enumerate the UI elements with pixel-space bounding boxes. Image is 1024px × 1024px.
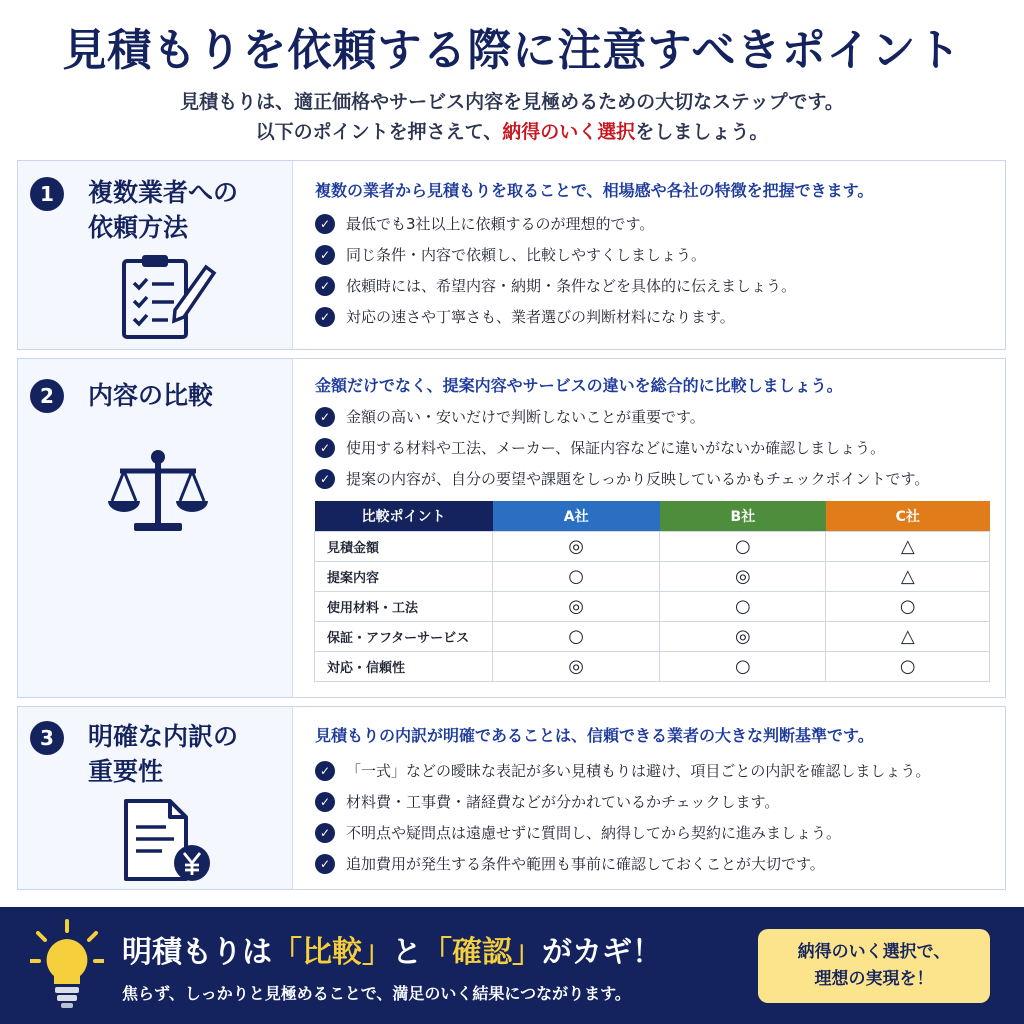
checklist <box>315 755 930 879</box>
section-title-line1: 複数業者への <box>88 178 239 207</box>
section-content-comparison <box>17 358 1006 698</box>
table-row <box>315 621 990 651</box>
list-item <box>315 432 929 463</box>
check-icon: ✓ <box>315 307 335 327</box>
section-lead: 見積もりの内訳が明確であることは、信頼できる業者の大きな判断基準です。 <box>315 726 874 745</box>
list-item <box>315 270 796 301</box>
list-item-text: 不明点や疑問点は遠慮せずに質問し、納得してから契約に進みましょう。 <box>346 824 842 842</box>
list-item <box>315 817 930 848</box>
rating-company-b: ○ <box>660 591 826 621</box>
check-icon: ✓ <box>315 438 335 458</box>
rating-company-b: ○ <box>660 651 826 681</box>
check-icon: ✓ <box>315 407 335 427</box>
section-content <box>292 359 1005 697</box>
section-title <box>88 719 238 789</box>
section-content <box>292 161 1005 349</box>
summary-banner <box>0 907 1024 1024</box>
rating-company-a: ○ <box>493 561 660 591</box>
checklist <box>315 401 929 494</box>
check-icon: ✓ <box>315 214 335 234</box>
table-header-company-b: B社 <box>660 501 826 531</box>
section-clear-breakdown <box>17 706 1006 890</box>
section-lead: 複数の業者から見積もりを取ることで、相場感や各社の特徴を把握できます。 <box>315 181 874 200</box>
document-yen-icon <box>122 797 214 883</box>
list-item-text: 「一式」などの曖昧な表記が多い見積もりは避け、項目ごとの内訳を確認しましょう。 <box>346 762 931 780</box>
rating-company-c: △ <box>826 621 990 651</box>
list-item <box>315 755 930 786</box>
rating-company-b: ○ <box>660 531 826 561</box>
list-item-text: 最低でも3社以上に依頼するのが理想的です。 <box>346 215 655 233</box>
table-row <box>315 591 990 621</box>
check-icon: ✓ <box>315 245 335 265</box>
list-item-text: 対応の速さや丁寧さも、業者選びの判断材料になります。 <box>346 308 735 326</box>
rating-company-b: ◎ <box>660 561 826 591</box>
page-subtitle-line1: 見積もりは、適正価格やサービス内容を見極めるための大切なステップです。 <box>180 91 844 113</box>
callout-line1: 納得のいく選択で、 <box>797 942 951 962</box>
section-header-panel <box>18 707 292 889</box>
list-item-text: 金額の高い・安いだけで判断しないことが重要です。 <box>346 408 705 426</box>
banner-title-mid: と <box>392 935 422 970</box>
callout-line2: 理想の実現を！ <box>814 969 934 989</box>
list-item <box>315 401 929 432</box>
list-item <box>315 301 796 332</box>
section-header-panel <box>18 359 292 697</box>
checklist <box>315 208 796 332</box>
table-header-row <box>315 501 990 531</box>
section-title <box>88 378 213 413</box>
banner-keyword-compare: 「比較」 <box>272 935 392 970</box>
section-title-line2: 依頼方法 <box>88 213 189 242</box>
table-row-label: 使用材料・工法 <box>315 591 493 621</box>
list-item-text: 提案の内容が、自分の要望や課題をしっかり反映しているかもチェックポイントです。 <box>346 470 930 488</box>
table-row <box>315 651 990 681</box>
section-title-line1: 内容の比較 <box>88 381 214 410</box>
table-row <box>315 531 990 561</box>
section-title-line2: 重要性 <box>88 757 164 786</box>
list-item <box>315 786 930 817</box>
check-icon: ✓ <box>315 823 335 843</box>
banner-subtitle: 焦らず、しっかりと見極めることで、満足のいく結果につながります。 <box>122 984 631 1003</box>
rating-company-a: ◎ <box>493 531 660 561</box>
table-header-company-c: C社 <box>826 501 990 531</box>
section-lead: 金額だけでなく、提案内容やサービスの違いを総合的に比較しましょう。 <box>315 376 843 395</box>
rating-company-c: ○ <box>826 591 990 621</box>
subtitle-text: 以下のポイントを押さえて、 <box>255 121 503 143</box>
section-number: 3 <box>30 721 64 755</box>
balance-scale-icon <box>106 447 210 537</box>
banner-title-end: がカギ！ <box>542 935 662 970</box>
comparison-table <box>314 501 990 682</box>
check-icon: ✓ <box>315 854 335 874</box>
page-subtitle-line2 <box>0 117 1024 144</box>
rating-company-c: △ <box>826 531 990 561</box>
list-item <box>315 239 796 270</box>
lightbulb-icon <box>30 919 104 1011</box>
section-number: 2 <box>30 379 64 413</box>
list-item-text: 依頼時には、希望内容・納期・条件などを具体的に伝えましょう。 <box>346 277 797 295</box>
banner-callout <box>758 929 990 1003</box>
table-header-point: 比較ポイント <box>315 501 493 531</box>
check-icon: ✓ <box>315 761 335 781</box>
table-header-company-a: A社 <box>493 501 660 531</box>
table-row-label: 提案内容 <box>315 561 493 591</box>
rating-company-b: ◎ <box>660 621 826 651</box>
banner-title <box>122 927 662 971</box>
page-title: 見積もりを依頼する際に注意すべきポイント <box>62 25 962 76</box>
list-item-text: 材料費・工事費・諸経費などが分かれているかチェックします。 <box>346 793 780 811</box>
section-header-panel <box>18 161 292 349</box>
list-item-text: 使用する材料や工法、メーカー、保証内容などに違いがないか確認しましょう。 <box>346 439 886 457</box>
rating-company-c: △ <box>826 561 990 591</box>
rating-company-c: ○ <box>826 651 990 681</box>
subtitle-text-end: をしましょう。 <box>635 121 769 143</box>
rating-company-a: ◎ <box>493 651 660 681</box>
banner-keyword-confirm: 「確認」 <box>422 935 542 970</box>
list-item <box>315 208 796 239</box>
table-row-label: 対応・信頼性 <box>315 651 493 681</box>
list-item-text: 同じ条件・内容で依頼し、比較しやすくしましょう。 <box>346 246 707 264</box>
table-row-label: 見積金額 <box>315 531 493 561</box>
section-title-line1: 明確な内訳の <box>88 722 239 751</box>
list-item <box>315 463 929 494</box>
section-number: 1 <box>30 177 64 211</box>
check-icon: ✓ <box>315 469 335 489</box>
check-icon: ✓ <box>315 276 335 296</box>
rating-company-a: ◎ <box>493 591 660 621</box>
rating-company-a: ○ <box>493 621 660 651</box>
section-multiple-vendors <box>17 160 1006 350</box>
table-row-label: 保証・アフターサービス <box>315 621 493 651</box>
check-icon: ✓ <box>315 792 335 812</box>
list-item-text: 追加費用が発生する条件や範囲も事前に確認しておくことが大切です。 <box>346 855 825 873</box>
clipboard-checklist-pen-icon <box>118 253 218 341</box>
section-content <box>292 707 1005 889</box>
section-title <box>88 175 238 245</box>
table-row <box>315 561 990 591</box>
list-item <box>315 848 930 879</box>
subtitle-highlight: 納得のいく選択 <box>502 121 636 143</box>
banner-title-text: 明積もりは <box>122 935 272 970</box>
